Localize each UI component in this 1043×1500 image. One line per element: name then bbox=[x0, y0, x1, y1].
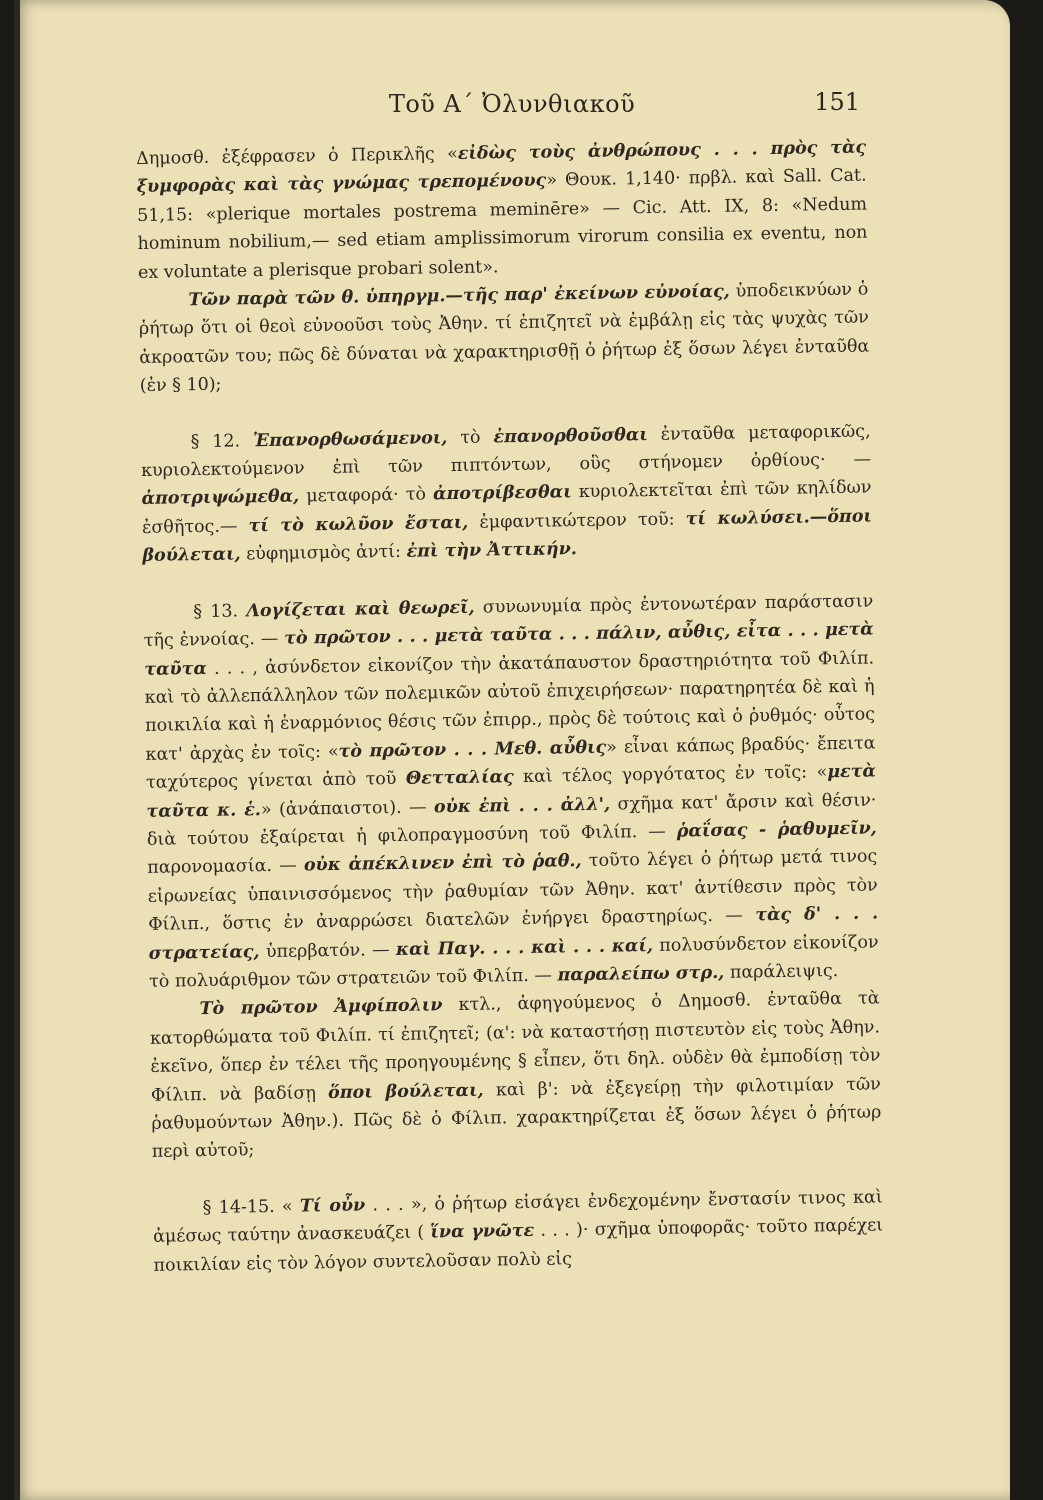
lemma-text: Τῶν παρὰ τῶν θ. ὑπηργμ.—τῆς παρ' ἐκείνων εὐνοίας, bbox=[188, 281, 730, 311]
body-text: πολυσύνδετον εἰκονίζον τὸ πολυάριθμον τῶν στρατειῶν τοῦ Φιλίπ. — bbox=[148, 931, 879, 992]
body-text: παρονομασία. — bbox=[147, 855, 305, 879]
paragraph bbox=[152, 1183, 883, 1280]
body-text: ἐνταῦθα μεταφορικῶς, κυριολεκτούμενον ἐπὶ τῶν πιπτόντων, οὓς στήνομεν ὀρθίους· — bbox=[140, 421, 872, 482]
lemma-text: παραλείπω στρ., bbox=[557, 962, 725, 986]
paragraph bbox=[149, 985, 882, 1167]
lemma-text: τὰς δ' . . . στρατείας, bbox=[148, 903, 879, 964]
paragraph bbox=[143, 587, 879, 996]
body-text: . . . », ὁ ῥήτωρ εἰσάγει ἐνδεχομένην ἔνστασίν τινος καὶ ἀμέσως ταύτην ἀνασκευάζει ( bbox=[152, 1187, 883, 1248]
body-text: κτλ., ἀφηγούμενος ὁ Δημοσθ. ἐνταῦθα τὰ κατορθώματα τοῦ Φιλίπ. τί ἐπιζητεῖ; (α': νὰ καταστήσῃ πιστευτὸν εἰς τοὺς Ἀθην. ἐκεῖνο, ὅπερ ἐν τέλει τῆς προηγουμένης § εἶπεν, ὅτι δηλ. οὐδὲν θὰ ἐμποδίσῃ τὸν Φίλιπ. νὰ βαδίσῃ bbox=[149, 988, 881, 1106]
body-text: ἐμφαντικώτερον τοῦ: bbox=[468, 509, 686, 533]
lemma-text: Ἐπανορθωσάμενοι, bbox=[252, 427, 448, 451]
lemma-text: ὅποι βούλεται, bbox=[327, 1080, 484, 1103]
body-text: § 14-15. « bbox=[202, 1196, 301, 1218]
page-number: 151 bbox=[814, 88, 860, 116]
lemma-text: Λογίζεται καὶ θεωρεῖ, bbox=[246, 597, 475, 622]
lemma-text: Τί οὖν bbox=[299, 1195, 366, 1217]
lemma-text: τί τὸ κωλῦον ἔσται, bbox=[248, 512, 469, 537]
lemma-text: οὐκ ἐπὶ . . . ἀλλ', bbox=[433, 794, 611, 817]
body-text: » (ἀνάπαιστοι). — bbox=[260, 796, 435, 820]
lemma-text: ἐπανορθοῦσθαι bbox=[493, 424, 648, 448]
body-text: κυριολεκτεῖται ἐπὶ τῶν κηλίδων ἐσθῆτος.— bbox=[141, 477, 872, 538]
book-spine-shadow bbox=[14, 0, 20, 1500]
body-text: εὐφημισμὸς ἀντί: bbox=[240, 542, 407, 565]
running-title: Τοῦ Α΄ Ὀλυνθιακοῦ bbox=[388, 90, 636, 118]
page-header bbox=[14, 88, 1010, 128]
lemma-text: Θετταλίας bbox=[405, 767, 514, 789]
lemma-text: ἀποτριψώμεθα, bbox=[141, 486, 300, 510]
lemma-text: μετὰ ταῦτα κ. ἑ. bbox=[146, 761, 877, 822]
lemma-text: οὐκ ἀπέκλινεν ἐπὶ τὸ ῥαθ., bbox=[303, 851, 582, 876]
paragraph bbox=[136, 134, 868, 287]
body-text: καὶ τέλος γοργότατος ἐν τοῖς: « bbox=[513, 762, 828, 788]
body-text: συνωνυμία πρὸς ἐντονωτέραν παράστασιν τῆς ἐννοίας. — bbox=[143, 591, 874, 652]
lemma-text: ῥαΐσας - ῥαθυμεῖν, bbox=[676, 818, 877, 842]
book-page bbox=[14, 0, 1010, 1500]
body-text: Δημοσθ. ἐξέφρασεν ὁ Περικλῆς « bbox=[136, 143, 458, 169]
body-text: » εἶναι κάπως βραδύς· ἔπειτα ταχύτερος γίνεται ἀπὸ τοῦ bbox=[145, 733, 876, 794]
body-text: τοῦτο λέγει ὁ ῥήτωρ μετά τινος εἰρωνείας ὑπαινισσόμενος τὴν ῥαθυμίαν τῶν Ἀθην. κατ' ἀντίθεσιν πρὸς τὸν Φίλιπ., ὅστις ἐν ἀναρρώσει διατελῶν ἐνήργει δραστηρίως. — bbox=[147, 846, 878, 936]
lemma-text: Τὸ πρῶτον Ἀμφίπολιν bbox=[199, 995, 443, 1020]
lemma-text: τί κωλύσει.—ὅποι βούλεται, bbox=[142, 506, 873, 567]
body-text: παράλειψις. bbox=[724, 961, 839, 983]
body-text: σχῆμα κατ' ἄρσιν καὶ θέσιν· διὰ τούτου ἐξαίρεται ἡ φιλοπραγμοσύνη τοῦ Φιλίπ. — bbox=[146, 789, 877, 850]
body-text: ὑπερβατόν. — bbox=[259, 939, 397, 962]
body-text: . . . , ἀσύνδετον εἰκονίζον τὴν ἀκατάπαυστον δραστηριότητα τοῦ Φιλίπ. καὶ τὸ ἀλλεπάλληλον τῶν πολεμικῶν αὐτοῦ ἐπιχειρήσεων· παρατηρητέα δὲ καὶ ἡ ποικιλία καὶ ἡ ἐναρμόνιος θέσις τῶν ἐπιρρ., πρὸς δὲ τούτοις καὶ ὁ ῥυθμός· οὗτος κατ' ἀρχὰς ἐν τοῖς: « bbox=[144, 647, 876, 765]
body-text: μεταφορά· τὸ bbox=[299, 484, 434, 507]
lemma-text: εἰδὼς τοὺς ἀνθρώπους . . . πρὸς τὰς ξυμφορὰς καὶ τὰς γνώμας τρεπομένους bbox=[136, 137, 867, 198]
commentary-text bbox=[136, 134, 884, 1280]
body-text: § 12. bbox=[190, 430, 254, 452]
lemma-text: ἐπὶ τὴν Ἀττικήν. bbox=[406, 539, 578, 563]
lemma-text: ἀποτρίβεσθαι bbox=[432, 482, 572, 505]
lemma-text: τὸ πρῶτον . . . μετὰ ταῦτα . . . πάλιν, αὖθις, εἶτα . . . μετὰ ταῦτα bbox=[144, 619, 874, 680]
body-text: ὑποδεικνύων ὁ ῥήτωρ ὅτι οἱ θεοὶ εὐνοοῦσι τοὺς Ἀθην. τί ἐπιζητεῖ νὰ ἐμβάλῃ εἰς τὰς ψυχὰς τῶν ἀκροατῶν του; πῶς δὲ δύναται νὰ χαρακτηρισθῇ ὁ ῥήτωρ ἐξ ὅσων λέγει ἐνταῦθα (ἐν § 10); bbox=[138, 279, 870, 397]
paragraph bbox=[138, 276, 870, 401]
body-text: καὶ β': νὰ ἐξεγείρῃ τὴν φιλοτιμίαν τῶν ῥαθυμούντων Ἀθην.). Πῶς δὲ ὁ Φίλιπ. χαρακτηρίζεται ἐξ ὅσων λέγει ὁ ῥήτωρ περὶ αὐτοῦ; bbox=[151, 1074, 882, 1163]
lemma-text: καὶ Παγ. . . . καὶ . . . καί, bbox=[395, 935, 654, 960]
body-text: τὸ bbox=[447, 427, 494, 448]
paragraph bbox=[140, 417, 872, 570]
lemma-text: ἵνα γνῶτε bbox=[430, 1221, 535, 1243]
body-text: . . . )· σχῆμα ὑποφορᾶς· τοῦτο παρέχει ποικιλίαν εἰς τὸν λόγον συντελοῦσαν πολὺ εἰς bbox=[153, 1215, 884, 1276]
body-text: » Θουκ. 1,140· πρβλ. καὶ Sall. Cat. 51,15: «plerique mortales postrema meminēre» — Cic. Att. IX, 8: «Nedum hominum nobilium,— sed etiam amplissimorum virorum consilia ex eventu, non ex voluntate a plerisque probari solent». bbox=[136, 165, 868, 283]
lemma-text: τὸ πρῶτον . . . Μεθ. αὖθις bbox=[338, 737, 607, 762]
body-text: § 13. bbox=[193, 601, 247, 622]
